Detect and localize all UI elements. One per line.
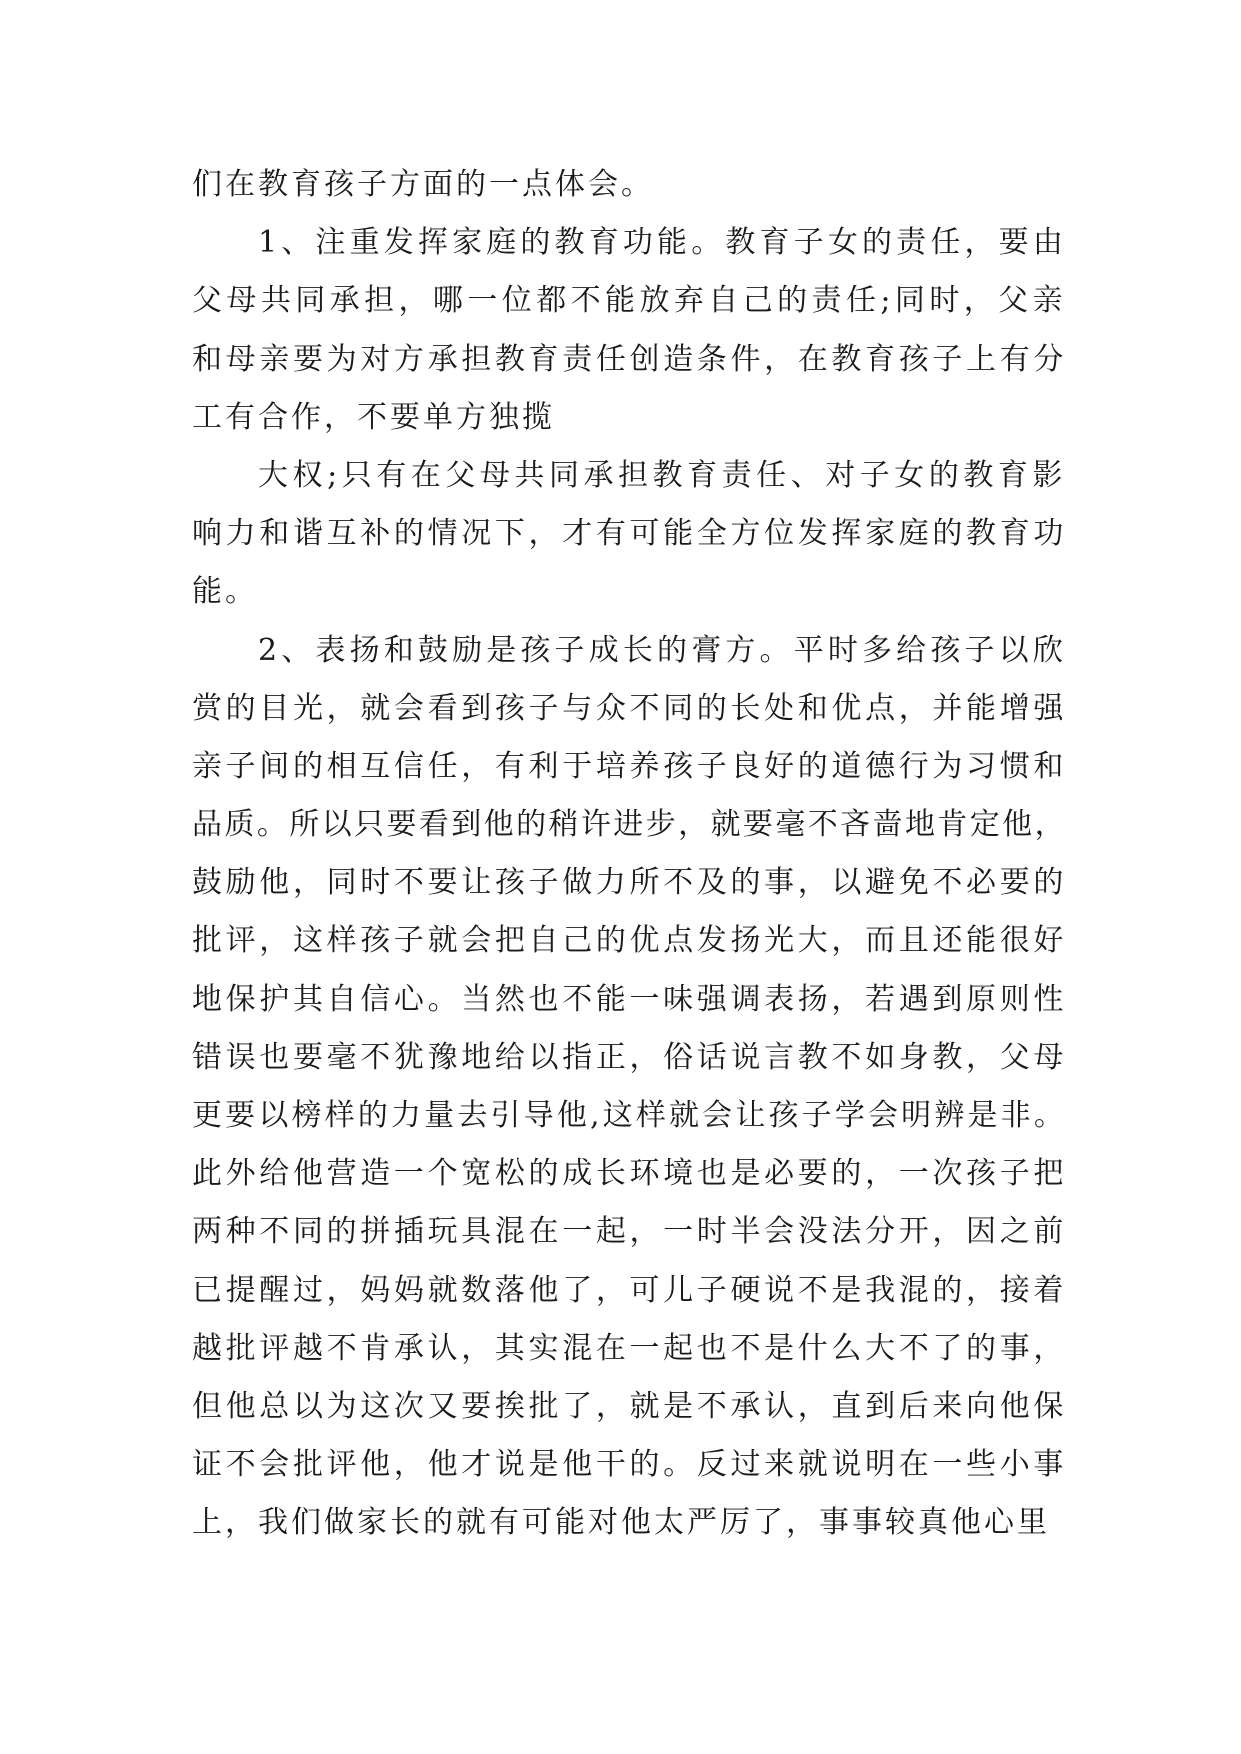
text-line: 批评，这样孩子就会把自己的优点发扬光大，而且还能很好: [192, 923, 1067, 959]
text-line: 错误也要毫不犹豫地给以指正，俗话说言教不如身教，父母: [192, 1039, 1067, 1075]
text-line: 大权;只有在父母共同承担教育责任、对子女的教育影: [258, 457, 1067, 493]
text-line: 此外给他营造一个宽松的成长环境也是必要的，一次孩子把: [192, 1156, 1067, 1192]
text-line: 两种不同的拼插玩具混在一起，一时半会没法分开，因之前: [192, 1214, 1067, 1250]
text-line: 和母亲要为对方承担教育责任创造条件，在教育孩子上有分: [192, 341, 1067, 377]
text-line: 们在教育孩子方面的一点体会。: [192, 167, 654, 202]
text-line: 1、注重发挥家庭的教育功能。教育子女的责任，要由: [258, 225, 1067, 261]
text-line: 赏的目光，就会看到孩子与众不同的长处和优点，并能增强: [192, 690, 1067, 726]
text-line: 2、表扬和鼓励是孩子成长的膏方。平时多给孩子以欣: [258, 632, 1067, 668]
text-line: 响力和谐互补的情况下，才有可能全方位发挥家庭的教育功: [192, 516, 1067, 552]
text-line: 地保护其自信心。当然也不能一味强调表扬，若遇到原则性: [192, 981, 1067, 1017]
text-line: 已提醒过，妈妈就数落他了，可儿子硬说不是我混的，接着: [192, 1272, 1067, 1308]
text-line: 越批评越不肯承认，其实混在一起也不是什么大不了的事，: [192, 1330, 1067, 1366]
body-text: [192, 156, 1067, 1553]
text-line: 鼓励他，同时不要让孩子做力所不及的事，以避免不必要的: [192, 865, 1067, 901]
text-line: 父母共同承担，哪一位都不能放弃自己的责任;同时，父亲: [192, 283, 1067, 319]
text-line: 证不会批评他，他才说是他干的。反过来就说明在一些小事: [192, 1447, 1067, 1483]
text-line: 工有合作，不要单方独揽: [192, 399, 555, 435]
text-line: 上，我们做家长的就有可能对他太严厉了，事事较真他心里: [192, 1505, 1050, 1541]
text-line: 亲子间的相互信任，有利于培养孩子良好的道德行为习惯和: [192, 748, 1067, 784]
text-line: 能。: [192, 574, 258, 610]
text-line: 但他总以为这次又要挨批了，就是不承认，直到后来向他保: [192, 1388, 1067, 1424]
text-line: 更要以榜样的力量去引导他,这样就会让孩子学会明辨是非。: [192, 1098, 1067, 1133]
text-line: 品质。所以只要看到他的稍许进步，就要毫不吝啬地肯定他，: [192, 807, 1067, 843]
